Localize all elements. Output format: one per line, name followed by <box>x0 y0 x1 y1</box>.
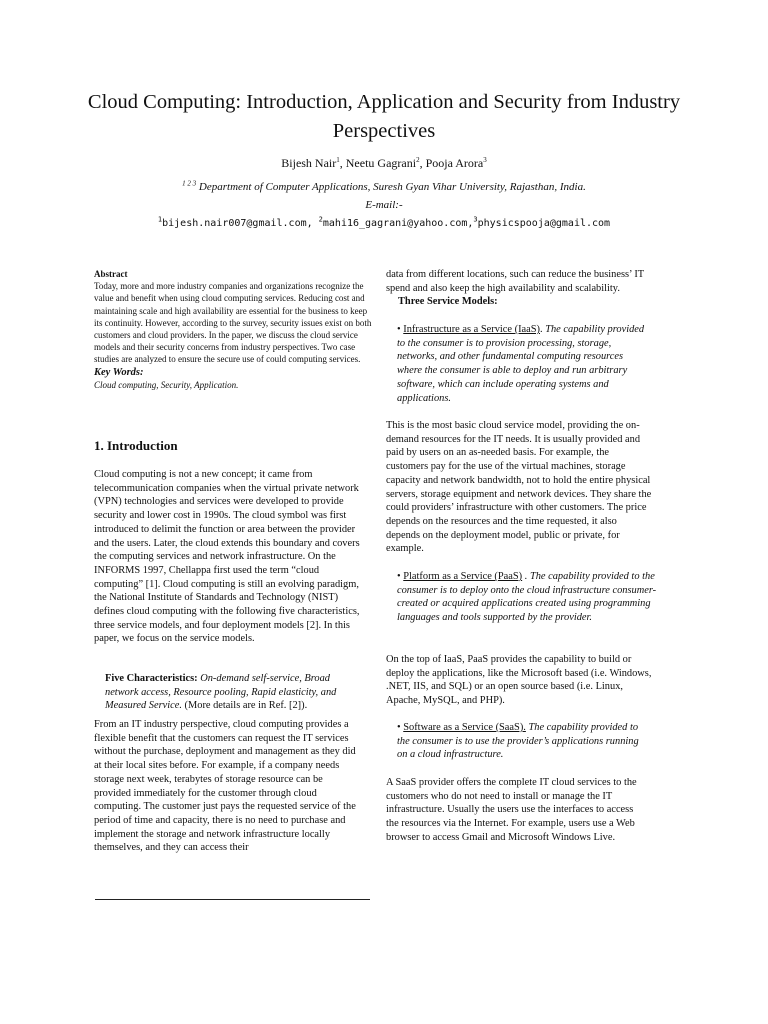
email-address[interactable]: physicspooja@gmail.com <box>477 218 611 229</box>
iaas-definition: The capability provided to the consumer is to provision processing, storage, networks, and other fundamental computing resources where the consumer is able to deploy and run arbitrary software, which can include operating systems and applications. <box>397 324 645 404</box>
saas-item <box>397 721 649 762</box>
five-characteristics-ref: (More details are in Ref. [2]). <box>184 700 308 712</box>
author-sup: 3 <box>483 156 487 164</box>
email-address[interactable]: bijesh.nair007@gmail.com, <box>162 218 319 229</box>
email-sup: 3 <box>473 215 478 224</box>
keywords-heading: Key Words: <box>94 366 144 378</box>
five-characteristics <box>105 672 355 713</box>
email-sup: 2 <box>318 215 323 224</box>
email-address[interactable]: mahi16_gagrani@yahoo.com, <box>322 218 474 229</box>
bullet-icon: • <box>397 722 401 733</box>
industry-paragraph: From an IT industry perspective, cloud computing provides a flexible benefit that the customers can request the IT services without the purchase, deployment and management as they did at their local sites before. For example, if a company needs storage next week, terabytes of storage resource can be provided immediately for the customer through cloud computing. The customer just pays the requested service of the period of time and capacity, there is no need to purchase and implement the storage and network infrastructure locally themselves, and they can access their <box>94 719 356 854</box>
footnote-rule <box>95 899 370 900</box>
email-sup: 1 <box>157 215 163 224</box>
author-sup: 1 <box>336 156 340 164</box>
abstract-heading: Abstract <box>94 269 128 279</box>
paper-title: Cloud Computing: Introduction, Application and Security from Industry Perspectives <box>87 91 681 142</box>
saas-label: Software as a Service (SaaS). <box>403 722 526 733</box>
paas-item <box>397 570 659 625</box>
affiliation-text: Department of Computer Applications, Suresh Gyan Vihar University, Rajasthan, India. <box>198 181 586 193</box>
bullet-icon: • <box>397 571 401 582</box>
bullet-icon: • <box>397 324 401 335</box>
saas-paragraph: A SaaS provider offers the complete IT cloud services to the customers who do not need to install or manage the IT infrastructure. Usually the users use the interfaces to access the resources via the Internet. For example, users use a Web browser to access Gmail and Microsoft Windows Live. <box>386 777 637 843</box>
keywords-text: Cloud computing, Security, Application. <box>94 379 239 390</box>
iaas-item <box>397 323 649 405</box>
five-characteristics-list: On-demand self-service, Broad network access, Resource pooling, Rapid elasticity, and Measured Service. <box>105 673 337 712</box>
author-sup: 2 <box>416 156 420 164</box>
author-name: Pooja Arora <box>425 156 484 170</box>
intro-paragraph: Cloud computing is not a new concept; it came from telecommunication companies when the virtual private network (VPN) technologies and services were developed to provide security and lower cost in 1990s. The cloud symbol was first introduced to delimit the function or area between the provider and the users. Later, the cloud extends this boundary and covers the computing services and network infrastructure. On the INFORMS 1997, Chellappa first used the term “cloud computing” [1]. Cloud computing is still an evolving paradigm, the National Institute of Standards and Technology (NIST) defines cloud computing with the following five characteristics, three service models, and four deployment models [2]. In this paper, we focus on the service models. <box>94 469 360 645</box>
author-list <box>0 156 768 171</box>
affiliation-sup: 1 2 3 <box>182 179 197 188</box>
paas-label: Platform as a Service (PaaS) <box>403 571 523 582</box>
section-heading-introduction: 1. Introduction <box>94 438 178 453</box>
iaas-sep: . <box>540 324 546 335</box>
affiliation <box>0 181 768 193</box>
email-list <box>0 215 768 229</box>
author-sep: , <box>419 156 426 170</box>
author-sep: , <box>339 156 346 170</box>
author-name: Neetu Gagrani <box>345 156 417 170</box>
saas-definition: The capability provided to the consumer is to use the provider’s applications running on a cloud infrastructure. <box>397 722 639 761</box>
paas-paragraph: On the top of IaaS, PaaS provides the capability to build or deploy the applications, like the Microsoft based (i.e. Windows, .NET, IIS, and SQL) or an open source based (i.e. Linux, Apache, MySQL, and PHP). <box>386 654 652 707</box>
abstract-text: Today, more and more industry companies and organizations recognize the value and benefit when using cloud computing services. Reducing cost and maintaining scale and high availability are essential for the business to keep its continuity. However, according to the survey, security issues exist on both customers and cloud providers. In the paper, we discuss the cloud service models and their security concerns from industry perspectives. Two case studies are analyzed to ensure the secure use of could computing services. <box>94 281 372 365</box>
abstract-block <box>94 268 372 391</box>
continued-paragraph: data from different locations, such can reduce the business’ IT spend and also keep the high availability and scalability. <box>386 269 644 294</box>
email-label: E-mail:- <box>365 199 403 211</box>
iaas-label: Infrastructure as a Service (IaaS) <box>403 324 540 335</box>
five-characteristics-label: Five Characteristics: <box>105 673 198 684</box>
service-models-heading: Three Service Models: <box>398 296 498 307</box>
author-name: Bijesh Nair <box>281 156 337 170</box>
iaas-paragraph: This is the most basic cloud service model, providing the on-demand resources for the IT needs. It is usually provided and paid by users on an as-needed basis. For example, the customers pay for the use of the virtual machines, storage capacity and network bandwidth, not to hold the entire physical servers, storage equipment and network devices. They share the could providers’ infrastructure with other customers. The price depends on the resources and the time requested, it also depends on the deployment model, public or private, for example. <box>386 420 652 555</box>
paas-definition: . The capability provided to the consumer is to deploy onto the cloud infrastructure consumer-created or acquired applications created using programming languages and tools supported by the provider. <box>397 571 657 624</box>
